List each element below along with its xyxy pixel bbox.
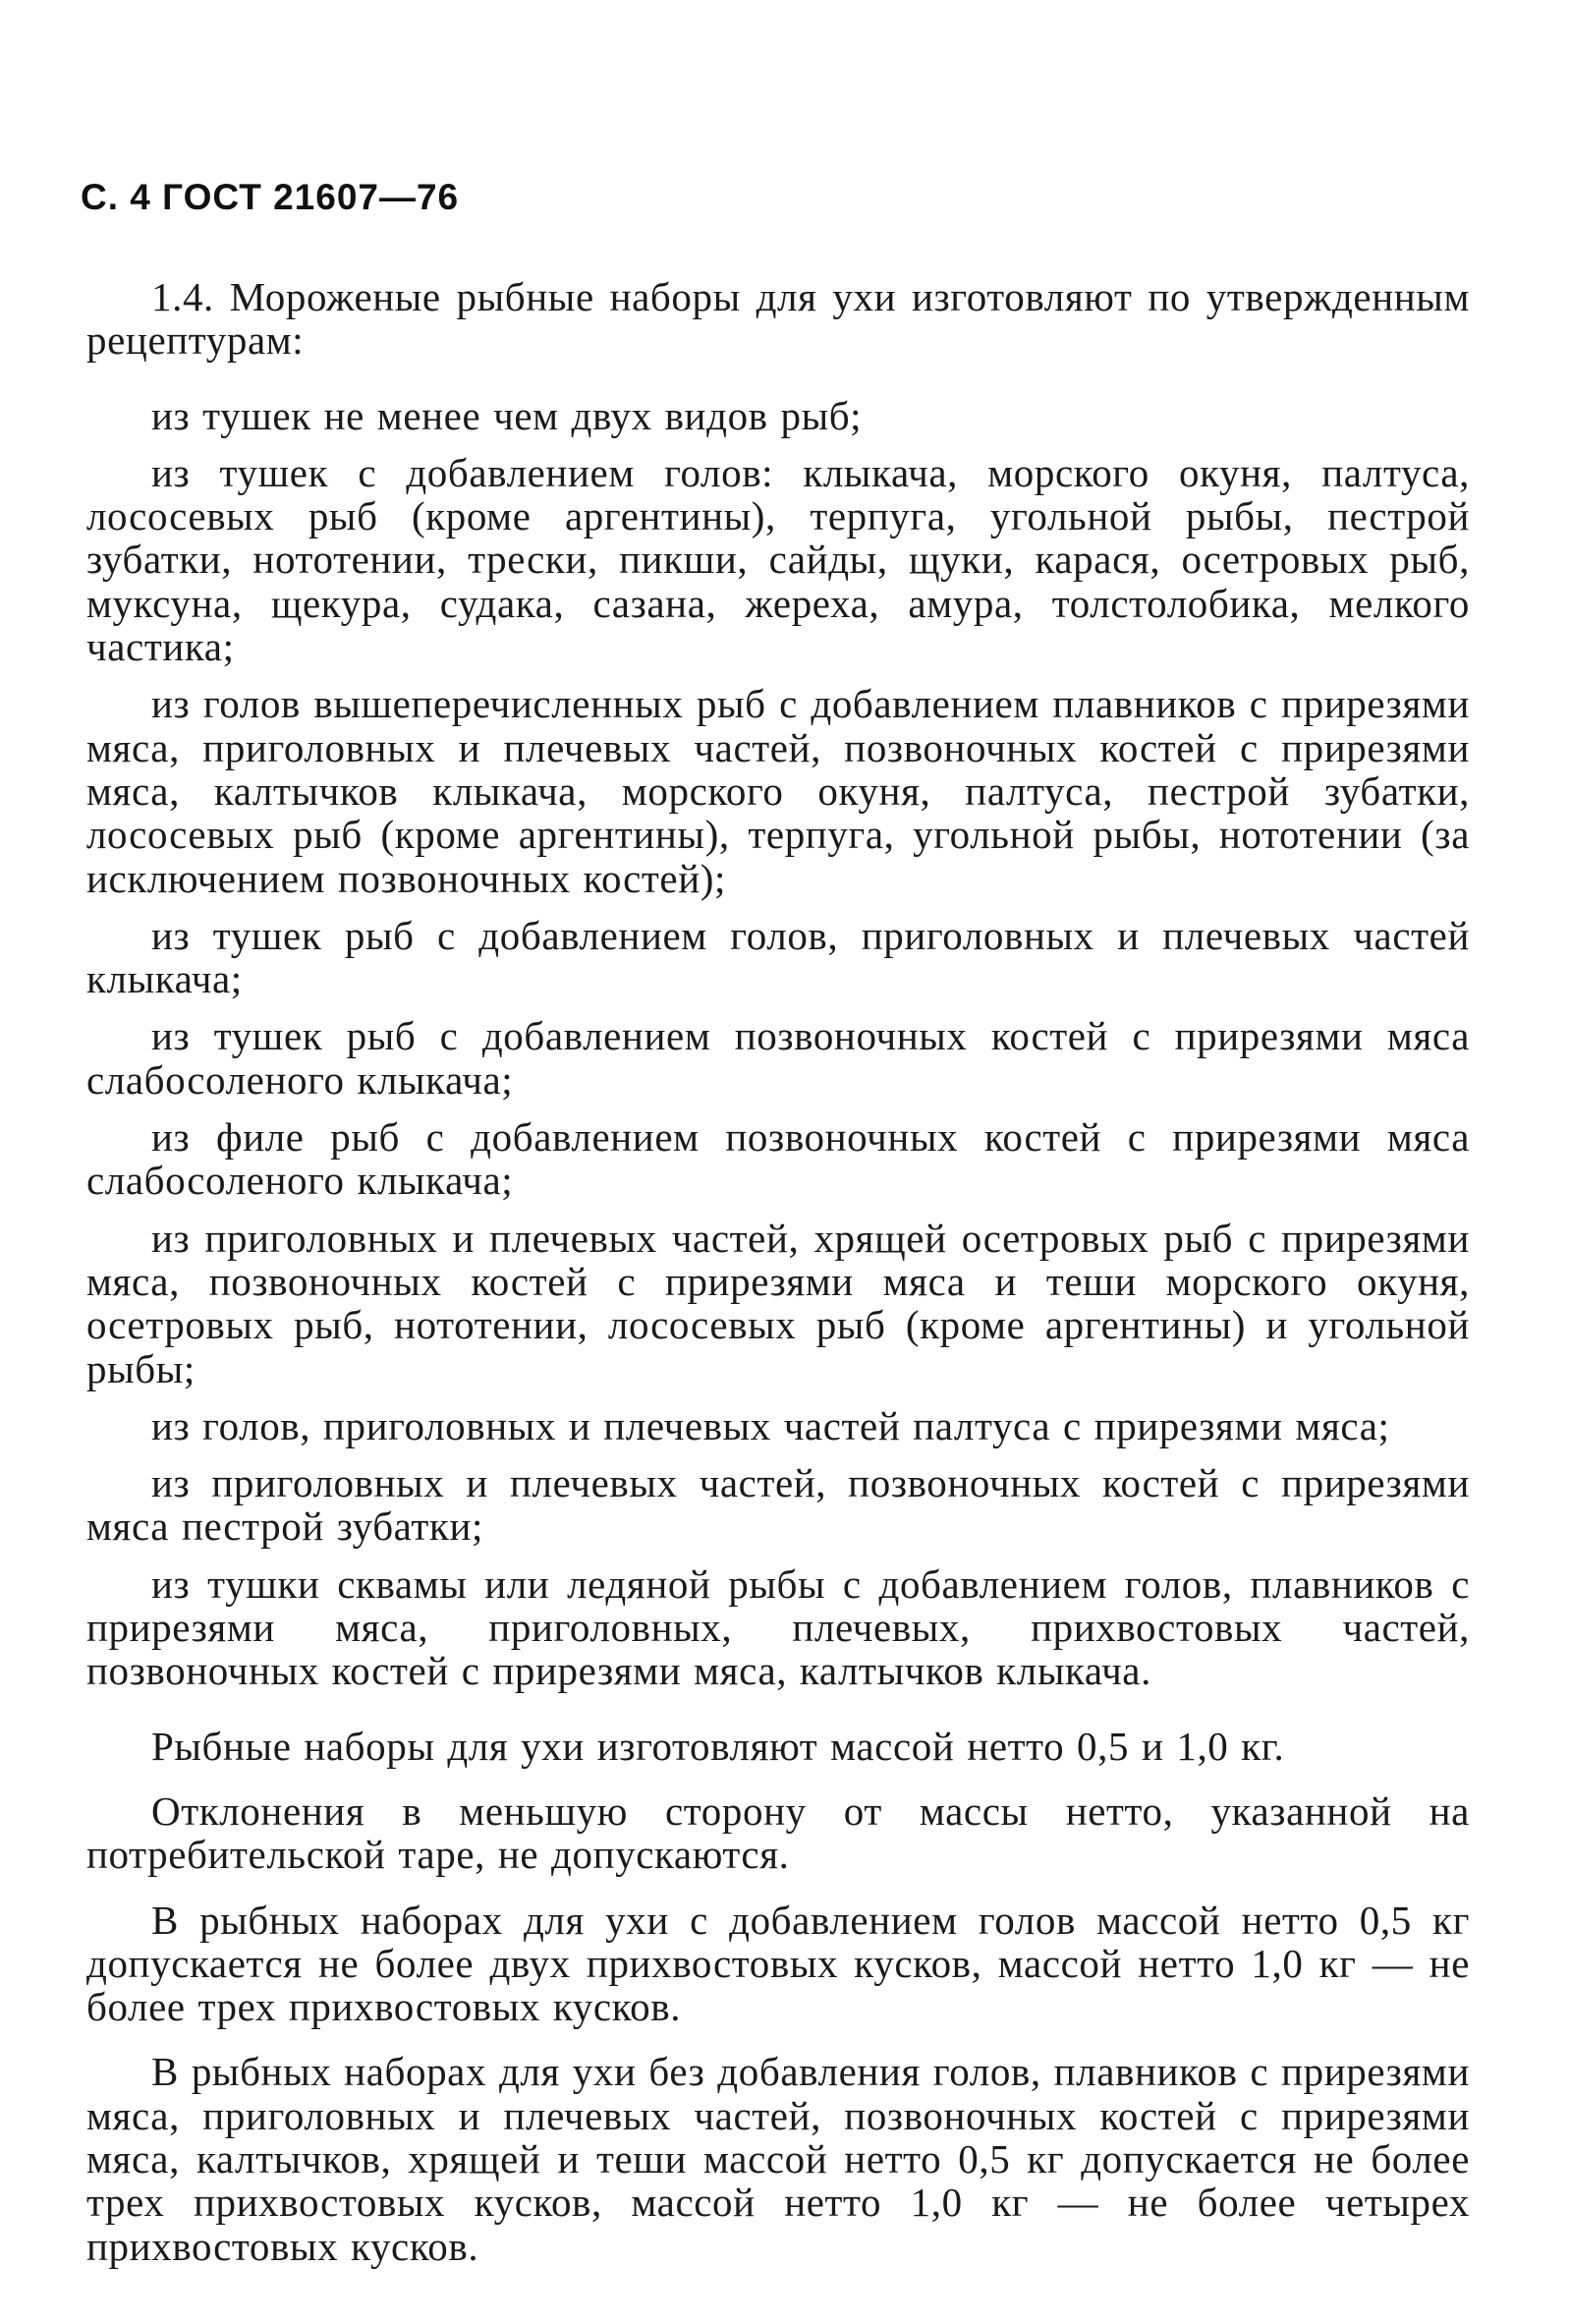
recipe-item: из тушек не менее чем двух видов рыб;	[151, 392, 863, 438]
recipe-item: из приголовных и плечевых частей, хрящей осетровых рыб с прирезями мяса, позвоночных костей с прирезями мяса и теши морского окуня, осетровых рыб, нототении, лососевых рыб (кроме аргентины) и угольной рыбы;	[86, 1215, 1470, 1391]
recipe-item: из голов, приголовных и плечевых частей палтуса с прирезями мяса;	[151, 1402, 1390, 1448]
net-weight-paragraph: Рыбные наборы для ухи изготовляют массой нетто 0,5 и 1,0 кг.	[151, 1723, 1285, 1769]
recipe-item: из тушек с добавлением голов: клыкача, морского окуня, палтуса, лососевых рыб (кроме аргентины), терпуга, угольной рыбы, пестрой зубатки, нототении, трески, пикши, сайды, щуки, карася, осетровых рыб, муксуна, щекура, судака, сазана, жереха, амура, толстолобика, мелкого частика;	[86, 449, 1470, 670]
section-intro: 1.4. Мороженые рыбные наборы для ухи изготовляют по утвержденным рецептурам:	[86, 274, 1470, 364]
with-heads-paragraph: В рыбных наборах для ухи с добавлением голов массой нетто 0,5 кг допускается не более двух прихвостовых кусков, массой нетто 1,0 кг — не более трех прихвостовых кусков.	[86, 1897, 1470, 2030]
deviation-paragraph: Отклонения в меньшую сторону от массы нетто, указанной на потребительской таре, не допускаются.	[86, 1787, 1470, 1878]
recipe-item: из филе рыб с добавлением позвоночных костей с прирезями мяса слабосоленого клыкача;	[86, 1114, 1470, 1204]
running-header: С. 4 ГОСТ 21607—76	[81, 177, 460, 217]
recipe-item: из тушек рыб с добавлением позвоночных костей с прирезями мяса слабосоленого клыкача;	[86, 1013, 1470, 1103]
document-body	[86, 275, 1470, 2268]
without-heads-paragraph: В рыбных наборах для ухи без добавления голов, плавников с прирезями мяса, приголовных и плечевых частей, позвоночных костей с прирезями мяса, калтычков, хрящей и теши массой нетто 0,5 кг допускается не более трех прихвостовых кусков, массой нетто 1,0 кг — не более четырех прихвостовых кусков.	[86, 2049, 1470, 2269]
recipe-item: из тушек рыб с добавлением голов, приголовных и плечевых частей клыкача;	[86, 912, 1470, 1002]
recipe-item: из приголовных и плечевых частей, позвоночных костей с прирезями мяса пестрой зубатки;	[86, 1460, 1470, 1550]
recipe-item: из голов вышеперечисленных рыб с добавлением плавников с прирезями мяса, приголовных и плечевых частей, позвоночных костей с прирезями мяса, калтычков клыкача, морского окуня, палтуса, пестрой зубатки, лососевых рыб (кроме аргентины), терпуга, угольной рыбы, нототении (за исключением позвоночных костей);	[86, 681, 1470, 901]
recipe-item: из тушки сквамы или ледяной рыбы с добавлением голов, плавников с прирезями мяса, приголовных, плечевых, прихвостовых частей, позвоночных костей с прирезями мяса, калтычков клыкача.	[86, 1560, 1470, 1694]
